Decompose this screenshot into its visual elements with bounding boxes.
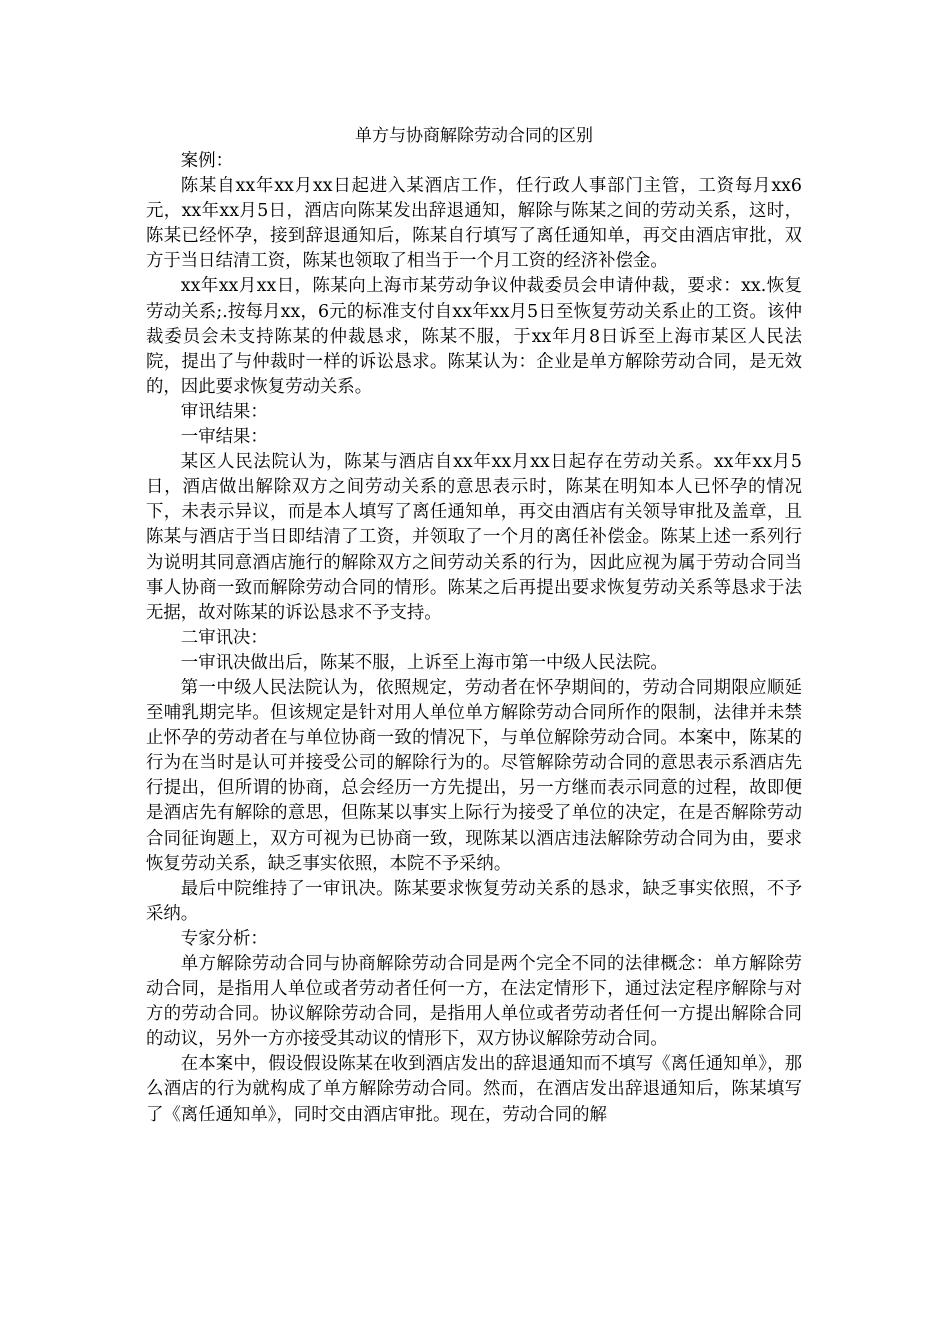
paragraph-case-facts: 陈某自xx年xx月xx日起进入某酒店工作，任行政人事部门主管，工资每月xx6元，xx年xx月5日，酒店向陈某发出辞退通知，解除与陈某之间的劳动关系，这时，陈某已经怀孕，接到辞退通知后，陈某自行填写了离任通知单，再交由酒店审批，双方于当日结清工资，陈某也领取了相当于一个月工资的经济补偿金。 <box>146 176 802 272</box>
paragraph-second-instance-ruling: 第一中级人民法院认为，依照规定，劳动者在怀孕期间的，劳动合同期限应顺延至哺乳期完毕。但该规定是针对用人单位单方解除劳动合同所作的限制，法律并未禁止怀孕的劳动者在与单位协商一致的情况下，与单位解除劳动合同。本案中，陈某的行为在当时是认可并接受公司的解除行为的。尽管解除劳动合同的意思表示系酒店先行提出，但所谓的协商，总会经历一方先提出，另一方继而表示同意的过程，故即便是酒店先有解除的意思，但陈某以事实上际行为接受了单位的决定，在是否解除劳动合同征询题上，双方可视为已协商一致，现陈某以酒店违法解除劳动合同为由，要求恢复劳动关系，缺乏事实依照，本院不予采纳。 <box>146 677 802 874</box>
document-page <box>146 124 802 1128</box>
paragraph-second-instance-heading: 二审讯决： <box>180 627 268 648</box>
paragraph-first-instance-ruling: 某区人民法院认为，陈某与酒店自xx年xx月xx日起存在劳动关系。xx年xx月5日，酒店做出解除双方之间劳动关系的意思表示时，陈某在明知本人已怀孕的情况下，未表示异议，而是本人填写了离任通知单，再交由酒店有关领导审批及盖章，且陈某与酒店于当日即结清了工资，并领取了一个月的离任补偿金。陈某上述一系列行为说明其同意酒店施行的解除双方之间劳动关系的行为，因此应视为属于劳动合同当事人协商一致而解除劳动合同的情形。陈某之后再提出要求恢复劳动关系等恳求于法无据，故对陈某的诉讼恳求不予支持。 <box>146 452 802 623</box>
paragraph-expert-definition: 单方解除劳动合同与协商解除劳动合同是两个完全不同的法律概念：单方解除劳动合同，是指用人单位或者劳动者任何一方，在法定情形下，通过法定程序解除与对方的劳动合同。协议解除劳动合同，是指用人单位或者劳动者任何一方提出解除合同的动议，另外一方亦接受其动议的情形下，双方协议解除劳动合同。 <box>146 954 802 1050</box>
paragraph-case-heading: 案例： <box>180 151 233 171</box>
document-title: 单方与协商解除劳动合同的区别 <box>355 126 593 146</box>
paragraph-trial-heading: 审讯结果： <box>180 401 268 422</box>
paragraph-appeal: 一审讯决做出后，陈某不服，上诉至上海市第一中级人民法院。 <box>180 652 668 673</box>
paragraph-arbitration: xx年xx月xx日，陈某向上海市某劳动争议仲裁委员会申请仲裁，要求：xx.恢复劳动关系;.按每月xx，6元的标准支付自xx年xx月5日至恢复劳动关系止的工资。该仲裁委员会未支持陈某的仲裁恳求，陈某不服，于xx年月8日诉至上海市某区人民法院，提出了与仲裁时一样的诉讼恳求。陈某认为：企业是单方解除劳动合同，是无效的，因此要求恢复劳动关系。 <box>146 276 802 397</box>
paragraph-expert-heading: 专家分析： <box>180 928 268 949</box>
paragraph-first-instance-heading: 一审结果： <box>180 427 268 448</box>
paragraph-expert-case-analysis: 在本案中，假设假设陈某在收到酒店发出的辞退通知而不填写《离任通知单》，那么酒店的行为就构成了单方解除劳动合同。然而，在酒店发出辞退通知后，陈某填写了《离任通知单》，同时交由酒店审批。现在，劳动合同的解 <box>146 1054 802 1125</box>
paragraph-final-result: 最后中院维持了一审讯决。陈某要求恢复劳动关系的恳求，缺乏事实依照，不予采纳。 <box>146 878 802 924</box>
